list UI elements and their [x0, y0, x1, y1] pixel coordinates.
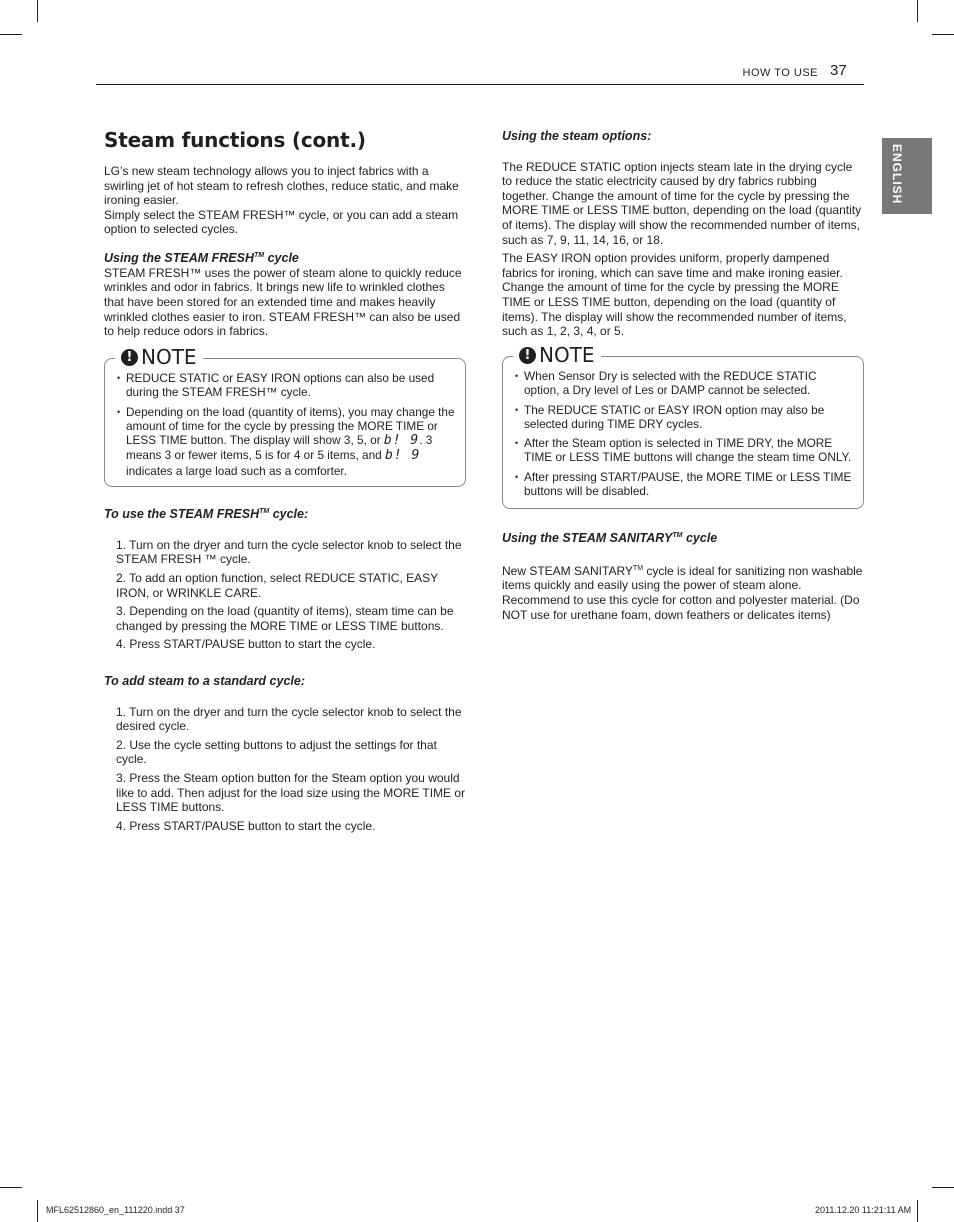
step-item: 2. Use the cycle setting buttons to adjust the settings for that cycle.	[116, 737, 437, 767]
heading-tail: cycle	[682, 531, 718, 546]
trademark-sup: TM	[632, 564, 644, 572]
step-item: 4. Press START/PAUSE button to start the cycle.	[116, 637, 376, 652]
note-box-left	[104, 345, 466, 487]
steam-options-heading: Using the steam options:	[502, 129, 652, 143]
warning-icon: !	[519, 347, 536, 364]
body-text: New STEAM SANITARY	[502, 563, 633, 578]
crop-mark	[917, 0, 918, 22]
steam-sanitary-heading	[502, 529, 864, 546]
crop-mark	[917, 1200, 918, 1222]
note-text: indicates a large load such as a comforter.	[126, 463, 347, 478]
crop-mark	[932, 1187, 954, 1188]
crop-mark	[37, 0, 38, 22]
warning-icon: !	[121, 349, 138, 366]
use-steam-fresh-heading	[104, 505, 466, 522]
steam-sanitary-body	[502, 562, 864, 622]
note-item: • The REDUCE STATIC or EASY IRON option may also be selected during TIME DRY cycles.	[515, 403, 855, 432]
language-tab-label: ENGLISH	[890, 144, 904, 205]
step-item: 3. Press the Steam option button for the Steam option you would like to add. Then adjust for the load size using the MORE TIME or LESS TIME buttons.	[116, 770, 466, 815]
note-item: • After pressing START/PAUSE, the MORE TIME or LESS TIME buttons will be disabled.	[515, 470, 855, 499]
trademark-sup: TM	[259, 508, 270, 515]
step-item: 2. To add an option function, select REDUCE STATIC, EASY IRON, or WRINKLE CARE.	[116, 570, 438, 600]
trademark-sup: TM	[254, 252, 265, 259]
note-header	[115, 345, 203, 369]
page-title: Steam functions (cont.)	[104, 128, 366, 152]
step-item: 1. Turn on the dryer and turn the cycle selector knob to select the STEAM FRESH ™ cycle.	[116, 537, 462, 567]
note-item: • When Sensor Dry is selected with the REDUCE STATIC option, a Dry level of Les or DAMP cannot be selected.	[515, 369, 855, 398]
language-tab	[882, 138, 932, 214]
steam-fresh-body: STEAM FRESH™ uses the power of steam alone to quickly reduce wrinkles and odor in fabrics. It brings new life to wrinkled clothes that have been stored for an extended time and makes heavily wrinkled clothes easier to iron. STEAM FRESH™ can also be used to help reduce odors in fabrics.	[104, 265, 462, 339]
use-steam-fresh-section	[104, 505, 466, 656]
note-label: NOTE	[141, 345, 197, 369]
section-label: HOW TO USE	[742, 67, 818, 79]
note-text: Depending on the load (quantity of items), you may change the amount of time for the cycle by pressing the MORE TIME or LESS TIME button. The display will show 3, 5, or	[126, 404, 455, 448]
steam-fresh-section	[104, 249, 466, 339]
display-readout-big: b! 9	[383, 433, 420, 449]
note-item: • REDUCE STATIC or EASY IRON options can also be used during the STEAM FRESH™ cycle.	[117, 371, 457, 400]
add-steam-section	[104, 674, 466, 837]
note-header	[513, 343, 601, 367]
step-item: 3. Depending on the load (quantity of items), steam time can be changed by pressing the MORE TIME or LESS TIME buttons.	[116, 604, 454, 633]
steam-sanitary-section	[502, 529, 864, 622]
heading-text: Using the STEAM FRESH	[104, 251, 255, 266]
heading-tail: cycle:	[269, 507, 309, 522]
add-steam-heading: To add steam to a standard cycle:	[104, 674, 305, 688]
use-steps-list	[104, 538, 466, 652]
display-readout-big: b! 9	[384, 448, 421, 464]
intro-paragraph: LG’s new steam technology allows you to inject fabrics with a swirling jet of hot steam to refresh clothes, reduce static, and make ironing easier.	[104, 164, 459, 208]
heading-text: Using the STEAM SANITARY	[502, 531, 673, 546]
footer-timestamp: 2011.12.20 11:21:11 AM	[815, 1205, 912, 1215]
note-text: . 3 means 3 or fewer items, 5 is for 4 or 5 items, and	[126, 433, 433, 463]
easy-iron-paragraph: The EASY IRON option provides uniform, properly dampened fabrics for ironing, which can save time and make ironing easier. Change the amount of time for the cycle by pressing the MORE TIME or LESS TIME button, depending on the load (quantity of items). The display will show the recommended number of items, such as 1, 2, 3, 4, or 5.	[502, 251, 847, 339]
left-intro	[104, 164, 466, 237]
page-number: 37	[830, 62, 847, 79]
trademark-sup: TM	[672, 532, 683, 539]
footer-file: MFL62512860_en_111220.indd 37	[46, 1205, 185, 1215]
note-item	[117, 405, 457, 478]
intro-paragraph: Simply select the STEAM FRESH™ cycle, or you can add a steam option to selected cycles.	[104, 207, 459, 237]
body-text: cycle is ideal for sanitizing non washable items quickly and easily using the power of steam alone. Recommend to use this cycle for cotton and polyester material. (Do NOT use for urethane foam, down feathers or delicates items)	[502, 563, 863, 622]
crop-mark	[0, 1187, 22, 1188]
note-item: • After the Steam option is selected in TIME DRY, the MORE TIME or LESS TIME buttons will change the steam time ONLY.	[515, 436, 855, 465]
crop-mark	[0, 34, 22, 35]
note-box-right	[502, 343, 864, 509]
crop-mark	[932, 34, 954, 35]
step-item: 1. Turn on the dryer and turn the cycle selector knob to select the desired cycle.	[116, 704, 462, 734]
note-label: NOTE	[539, 343, 595, 367]
header-rule	[96, 84, 864, 85]
steam-options-section	[502, 129, 864, 339]
crop-mark	[37, 1200, 38, 1222]
add-steps-list	[104, 705, 466, 834]
reduce-static-paragraph: The REDUCE STATIC option injects steam late in the drying cycle to reduce the static electricity caused by dry fabrics rubbing together. Change the amount of time for the cycle by pressing the MORE TIME or LESS TIME button, depending on the load (quantity of items). The display will show the recommended number of items, such as 7, 9, 11, 14, 16, or 18.	[502, 159, 862, 247]
step-item: 4. Press START/PAUSE button to start the cycle.	[116, 818, 376, 833]
heading-tail: cycle	[264, 251, 299, 266]
heading-text: To use the STEAM FRESH	[104, 507, 260, 522]
steam-fresh-heading	[104, 249, 466, 266]
